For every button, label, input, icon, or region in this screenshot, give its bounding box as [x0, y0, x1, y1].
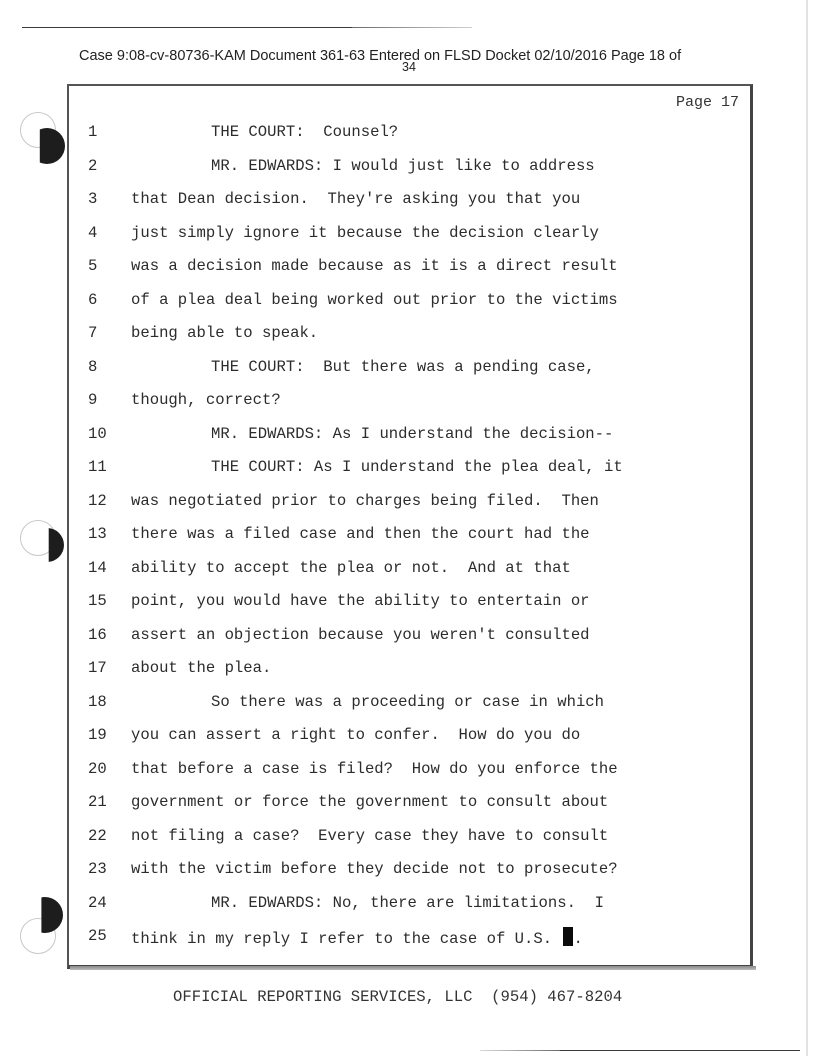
line-text-content: THE COURT: But there was a pending case, — [211, 357, 595, 376]
transcript-line — [0, 458, 816, 482]
line-number: 15 — [88, 592, 107, 610]
line-text — [211, 425, 613, 443]
line-text-content: So there was a proceeding or case in which — [211, 692, 605, 711]
transcript-line — [0, 291, 816, 315]
court-filing-stamp — [79, 47, 759, 71]
transcript-line — [0, 257, 816, 281]
transcript-line — [0, 525, 816, 549]
line-text-content: there was a filed case and then the court had the — [131, 525, 590, 543]
line-text-content: was a decision made because as it is a direct result — [131, 257, 618, 275]
line-number: 24 — [88, 893, 107, 912]
transcript-line — [0, 592, 816, 616]
line-number: 11 — [88, 458, 107, 476]
line-number: 2 — [88, 156, 98, 175]
transcript-line — [0, 224, 816, 248]
line-text-content: was negotiated prior to charges being filed. Then — [131, 491, 599, 510]
line-number: 25 — [88, 927, 107, 945]
line-text — [211, 123, 398, 141]
line-number: 21 — [88, 793, 107, 811]
line-number: 17 — [88, 659, 107, 677]
line-text — [211, 358, 595, 376]
line-number: 10 — [88, 424, 107, 443]
transcript-line — [0, 726, 816, 750]
line-text-content: THE COURT: As I understand the plea deal, it — [211, 458, 623, 476]
line-text-content: just simply ignore it because the decision clearly — [131, 223, 599, 242]
line-number: 5 — [88, 257, 98, 275]
line-text-content: being able to speak. — [131, 324, 319, 342]
line-text — [131, 559, 571, 577]
transcript-line — [0, 492, 816, 516]
line-number: 16 — [88, 625, 107, 644]
line-text-content: THE COURT: Counsel? — [211, 123, 399, 141]
line-number: 7 — [88, 324, 98, 342]
transcript-line — [0, 894, 816, 918]
line-text — [131, 391, 281, 409]
line-text — [131, 257, 618, 275]
filing-stamp-text: Case 9:08-cv-80736-KAM Document 361-63 Entered on FLSD Docket 02/10/2016 Page 18 of — [79, 48, 682, 64]
line-text — [131, 726, 580, 744]
line-number: 18 — [88, 692, 107, 711]
line-text-content: MR. EDWARDS: I would just like to address — [211, 156, 595, 175]
redaction-block — [563, 927, 573, 946]
line-text-content: think in my reply I refer to the case of U.S. — [131, 930, 562, 948]
transcript-line — [0, 626, 816, 650]
transcript-line — [0, 425, 816, 449]
line-text — [211, 894, 604, 912]
reporter-footer: OFFICIAL REPORTING SERVICES, LLC (954) 467-8204 — [173, 988, 623, 1006]
line-text-content: that Dean decision. They're asking you that you — [131, 190, 581, 208]
line-text — [211, 157, 595, 175]
line-text-content: with the victim before they decide not to prosecute? — [131, 860, 618, 878]
line-text — [131, 827, 608, 845]
line-number: 6 — [88, 290, 98, 309]
line-number: 12 — [88, 491, 107, 510]
line-text — [131, 324, 318, 342]
transcript-line — [0, 358, 816, 382]
transcript-page-number: Page 17 — [676, 94, 740, 111]
line-text-content: point, you would have the ability to entertain or — [131, 592, 590, 610]
line-text — [131, 525, 590, 543]
line-text — [131, 592, 590, 610]
line-text-content: you can assert a right to confer. How do you do — [131, 726, 581, 744]
transcript-line — [0, 860, 816, 884]
line-number: 14 — [88, 558, 107, 577]
line-text — [131, 927, 583, 948]
line-text-content: about the plea. — [131, 659, 272, 677]
line-text-content: though, correct? — [131, 391, 281, 409]
line-text — [131, 224, 599, 242]
line-text — [131, 760, 618, 778]
scan-edge-line-bottom-fade — [480, 1050, 560, 1051]
filing-stamp-page-total: 34 — [402, 61, 416, 71]
line-text — [131, 190, 580, 208]
scan-edge-line-top — [22, 27, 352, 28]
line-text — [211, 458, 623, 476]
line-text — [131, 860, 618, 878]
transcript-line — [0, 157, 816, 181]
line-text — [131, 492, 599, 510]
line-text-content: not filing a case? Every case they have to consult — [131, 826, 609, 845]
transcript-line — [0, 190, 816, 214]
line-text — [131, 793, 608, 811]
transcript-line — [0, 123, 816, 147]
transcript-line — [0, 324, 816, 348]
line-text-content: ability to accept the plea or not. And at that — [131, 558, 571, 577]
transcript-line — [0, 793, 816, 817]
line-number: 3 — [88, 190, 98, 208]
line-number: 20 — [88, 759, 107, 778]
line-text — [131, 659, 271, 677]
line-text-content: that before a case is filed? How do you enforce the — [131, 759, 618, 778]
transcript-line — [0, 559, 816, 583]
line-text-content: MR. EDWARDS: No, there are limitations. I — [211, 893, 605, 912]
line-text-content: MR. EDWARDS: As I understand the decision-- — [211, 424, 614, 443]
line-number: 19 — [88, 726, 107, 744]
transcript-line — [0, 659, 816, 683]
transcript-line — [0, 827, 816, 851]
line-text — [131, 626, 590, 644]
scan-edge-line-top-fade — [352, 27, 472, 28]
line-text-content: government or force the government to consult about — [131, 793, 609, 811]
transcript-frame-shadow — [70, 966, 756, 970]
transcript-line — [0, 760, 816, 784]
line-text — [131, 291, 618, 309]
line-number: 22 — [88, 826, 107, 845]
line-text — [211, 693, 604, 711]
line-text-content: assert an objection because you weren't consulted — [131, 625, 590, 644]
line-number: 23 — [88, 860, 107, 878]
transcript-line — [0, 927, 816, 951]
line-text-suffix: . — [573, 930, 583, 948]
line-number: 9 — [88, 391, 98, 409]
line-number: 4 — [88, 223, 98, 242]
scan-edge-line-bottom — [560, 1050, 800, 1051]
line-text-content: of a plea deal being worked out prior to the victims — [131, 290, 618, 309]
line-number: 1 — [88, 123, 98, 141]
transcript-line — [0, 391, 816, 415]
line-number: 13 — [88, 525, 107, 543]
line-number: 8 — [88, 357, 98, 376]
transcript-line — [0, 693, 816, 717]
